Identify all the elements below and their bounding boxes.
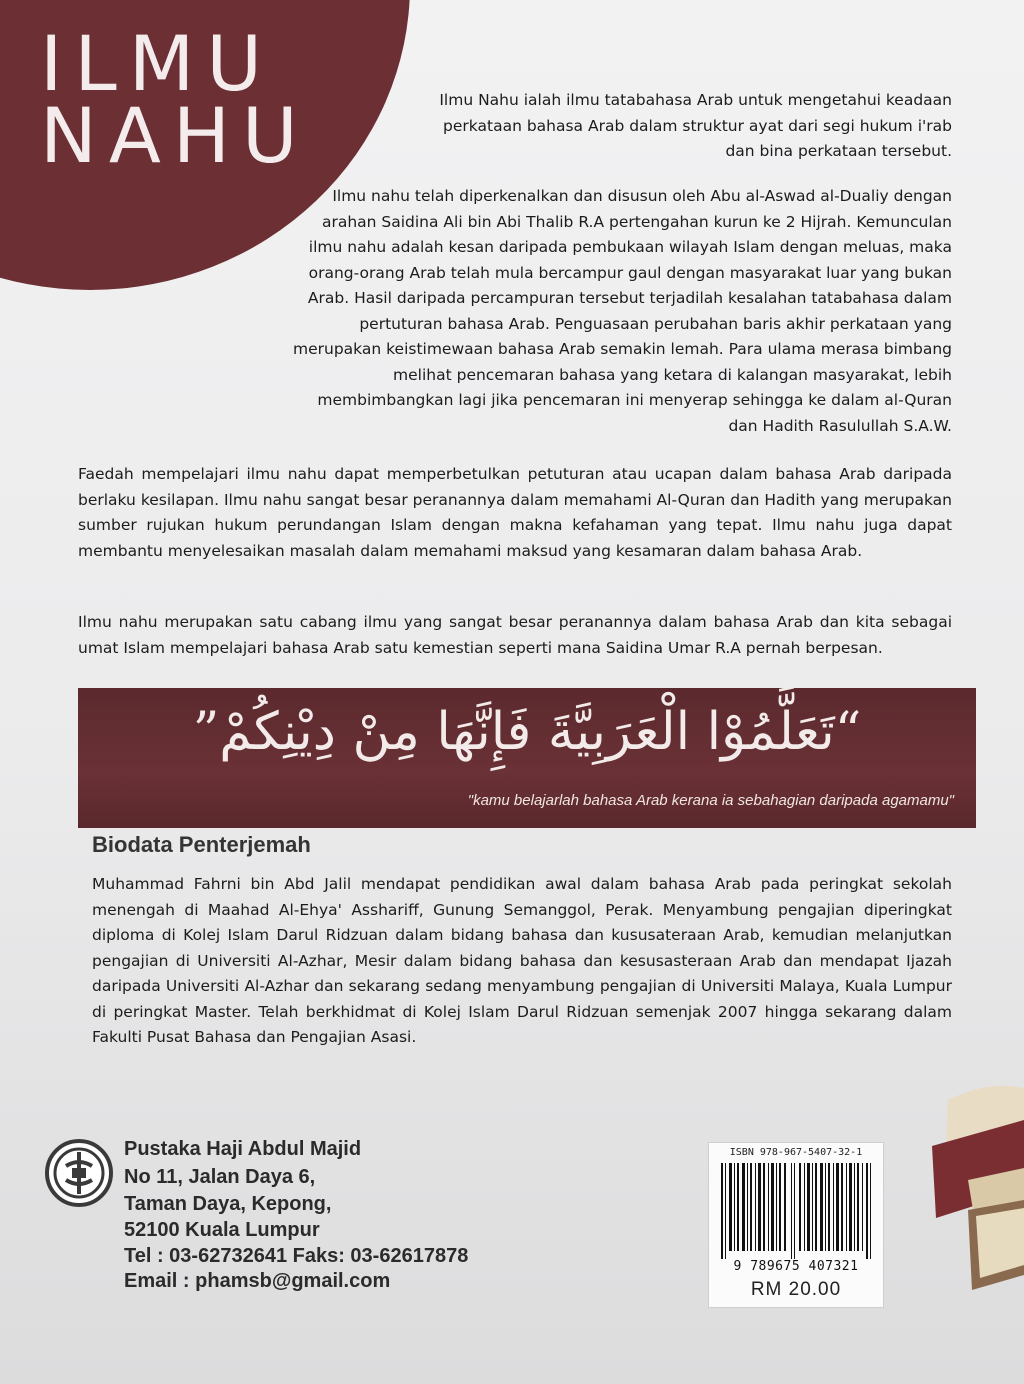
- price-label: RM 20.00: [750, 1279, 842, 1300]
- quote-translation: "kamu belajarlah bahasa Arab kerana ia sebahagian daripada agamamu": [467, 792, 954, 809]
- title-line-2: NAHU: [40, 91, 310, 180]
- publisher-address-2: Taman Daya, Kepong,: [124, 1193, 332, 1215]
- intro-paragraph: Ilmu Nahu ialah ilmu tatabahasa Arab untuk mengetahui keadaan perkataan bahasa Arab dalam struktur ayat dari segi hukum i'rab dan bina perkataan tersebut.: [439, 91, 952, 160]
- barcode-icon: [719, 1163, 873, 1259]
- history-paragraph-a: [292, 184, 952, 439]
- books-decoration-icon: [928, 1060, 1024, 1290]
- bio-paragraph: Muhammad Fahrni bin Abd Jalil mendapat pendidikan awal dalam bahasa Arab pada peringkat sekolah menengah di Maahad Al-Ehya' Asshariff, Gunung Semanggol, Perak. Menyambung pengajian diperingkat diploma di Kolej Islam Darul Ridzuan dalam bidang bahasa dan kususateraan Arab, kemudian melanjutkan pengajian di Universiti Al-Azhar, Mesir dalam bidang bahasa dan kesusasteraan Arab dan mendapat Ijazah daripada Universiti Al-Azhar dan sekarang sedang menyambung pengajian di Universiti Malaya, Kuala Lumpur di peringkat Master. Telah berkhidmat di Kolej Islam Darul Ridzuan semenjak 2007 hingga sekarang dalam Fakulti Pusat Bahasa dan Pengajian Asasi.: [92, 875, 952, 1046]
- arabic-quote: “تَعَلَّمُوْا الْعَرَبِيَّةَ فَإِنَّهَا مِنْ دِيْنِكُمْ”: [192, 702, 862, 762]
- publisher-address-1: No 11, Jalan Daya 6,: [124, 1166, 316, 1188]
- arabic-quote-banner: [78, 688, 976, 828]
- benefits-paragraph: Faedah mempelajari ilmu nahu dapat memperbetulkan petuturan atau ucapan dalam bahasa Arab daripada berlaku kesilapan. Ilmu nahu sangat besar peranannya dalam memahami Al-Quran dan Hadith yang merupakan sumber rujukan hukum perundangan Islam dengan makna kefahaman yang tepat. Ilmu nahu juga dapat membantu menyelesaikan masalah dalam memahami maksud yang kesamaran dalam bahasa Arab.: [78, 465, 952, 560]
- publisher-phone: Tel : 03-62732641 Faks: 03-62617878: [124, 1245, 469, 1267]
- history-paragraph-text: Ilmu nahu telah diperkenalkan dan disusun oleh Abu al-Aswad al-Dualiy dengan arahan Saidina Ali bin Abi Thalib R.A pertengahan kurun ke 2 Hijrah. Kemunculan ilmu nahu adalah kesan daripada pembukaan wilayah Islam dengan meluas, maka orang-orang Arab telah mula bercampur gaul dengan masyarakat luar yang bukan Arab. Hasil daripada percampuran tersebut terjadilah kesalahan tatabahasa dalam pertuturan bahasa Arab. Penguasaan perubahan baris akhir perkataan yang merupakan keistimewaan bahasa Arab semakin lemah. Para ulama merasa bimbang melihat pencemaran bahasa yang ketara di kalangan masyarakat, lebih membimbangkan lagi jika pencemaran ini menyerap sehingga ke dalam al-Quran dan Hadith Rasulullah S.A.W.: [292, 187, 952, 435]
- bio-heading: Biodata Penterjemah: [92, 832, 311, 857]
- isbn-label: ISBN 978-967-5407-32-1: [729, 1147, 863, 1158]
- barcode-digits: 9 789675 407321: [733, 1259, 859, 1274]
- barcode-panel: [708, 1142, 884, 1308]
- publisher-address-3: 52100 Kuala Lumpur: [124, 1219, 320, 1241]
- publisher-name: Pustaka Haji Abdul Majid: [124, 1138, 362, 1160]
- publisher-email: Email : phamsb@gmail.com: [124, 1270, 391, 1292]
- publisher-logo-icon: [44, 1138, 114, 1208]
- title-line-1: ILMU: [40, 19, 274, 108]
- importance-paragraph: Ilmu nahu merupakan satu cabang ilmu yang sangat besar peranannya dalam bahasa Arab dan kita sebagai umat Islam mempelajari bahasa Arab satu kemestian seperti mana Saidina Umar R.A pernah berpesan.: [78, 613, 952, 657]
